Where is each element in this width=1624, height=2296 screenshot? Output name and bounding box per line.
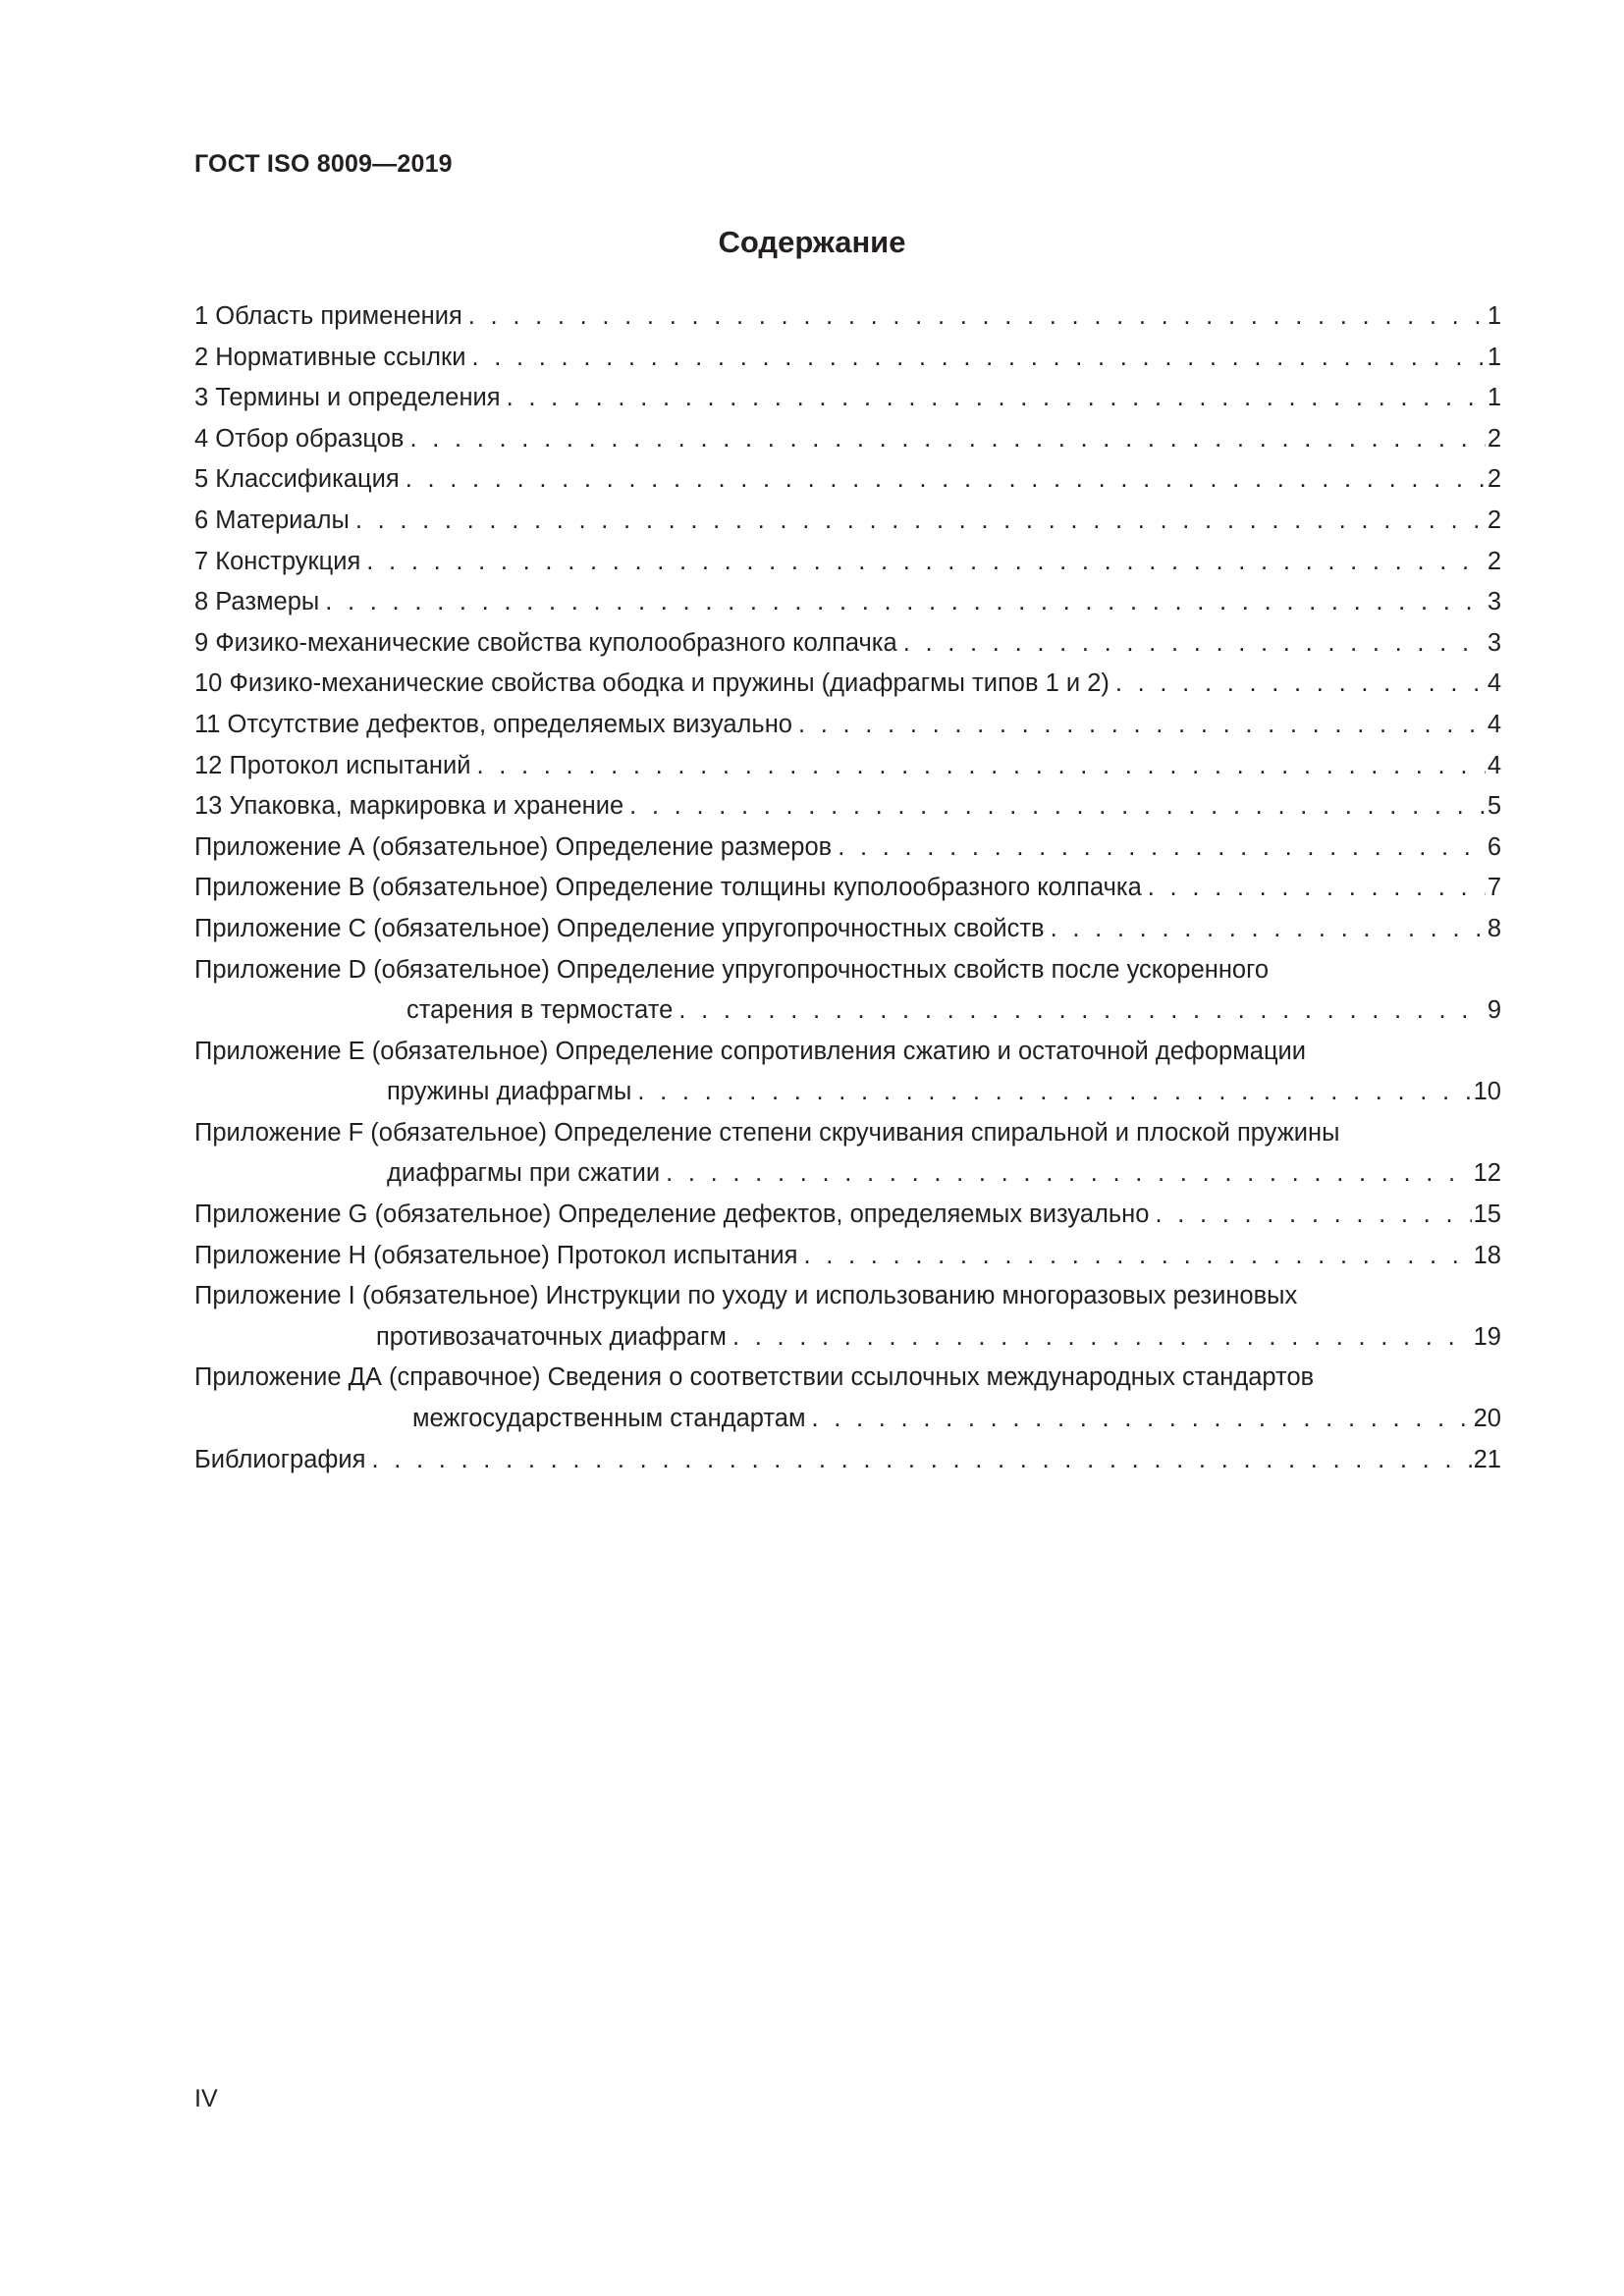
toc-entry-title: Приложение G (обязательное) Определение дефектов, определяемых визуально xyxy=(194,1201,1150,1229)
toc-entry-page: 5 xyxy=(1487,792,1501,821)
toc-entry-title: 7 Конструкция xyxy=(194,547,361,575)
toc-entry[interactable] xyxy=(194,378,1501,419)
toc-entry-heading: Приложение I (обязательное) Инструкции по уходу и использованию многоразовых резиновых xyxy=(194,1282,1298,1310)
toc-entry-page: 2 xyxy=(1487,506,1501,534)
toc-entry[interactable] xyxy=(194,909,1501,950)
toc-entry[interactable] xyxy=(194,1113,1501,1195)
toc-entry-title: противозачаточных диафрагм xyxy=(376,1322,727,1351)
toc-entry-title: Приложение H (обязательное) Протокол испытания xyxy=(194,1241,798,1269)
dot-leader xyxy=(803,1236,1471,1277)
toc-entry-page: 18 xyxy=(1473,1241,1501,1269)
dot-leader xyxy=(406,459,1486,501)
toc-entry[interactable] xyxy=(194,950,1501,1032)
toc-entry-page: 21 xyxy=(1473,1445,1501,1473)
toc-entry[interactable] xyxy=(194,786,1501,828)
toc-entry-heading: Приложение ДА (справочное) Сведения о соответствии ссылочных международных стандартов xyxy=(194,1363,1315,1392)
toc-entry-heading: Приложение Е (обязательное) Определение сопротивления сжатию и остаточной деформации xyxy=(194,1037,1307,1065)
table-of-contents xyxy=(194,296,1501,1480)
dot-leader xyxy=(507,378,1486,419)
toc-entry[interactable] xyxy=(194,542,1501,583)
toc-entry-title: 1 Область применения xyxy=(194,302,462,330)
toc-entry-page: 2 xyxy=(1487,424,1501,453)
toc-entry-title: межгосударственным стандартам xyxy=(412,1405,806,1433)
toc-entry-title: 13 Упаковка, маркировка и хранение xyxy=(194,792,624,821)
toc-entry[interactable] xyxy=(194,1358,1501,1439)
toc-entry-page: 15 xyxy=(1473,1201,1501,1229)
toc-entry-title: 9 Физико-механические свойства куполообразного колпачка xyxy=(194,628,897,657)
toc-entry[interactable] xyxy=(194,1440,1501,1481)
toc-entry-page: 2 xyxy=(1487,465,1501,494)
toc-entry-title: Приложение В (обязательное) Определение толщины куполообразного колпачка xyxy=(194,874,1142,902)
dot-leader xyxy=(468,296,1486,338)
dot-leader xyxy=(366,542,1486,583)
toc-entry-page: 4 xyxy=(1487,710,1501,738)
dot-leader xyxy=(903,623,1486,665)
toc-entry[interactable] xyxy=(194,705,1501,746)
toc-entry[interactable] xyxy=(194,419,1501,460)
toc-entry-page: 20 xyxy=(1473,1405,1501,1433)
toc-entry[interactable] xyxy=(194,1276,1501,1358)
toc-entry-page: 1 xyxy=(1487,343,1501,371)
dot-leader xyxy=(637,1072,1471,1113)
dot-leader xyxy=(1155,1195,1471,1236)
toc-entry-title: пружины диафрагмы xyxy=(387,1078,632,1106)
page-number: IV xyxy=(194,2085,218,2112)
dot-leader xyxy=(1051,909,1486,950)
toc-entry[interactable] xyxy=(194,501,1501,542)
dot-leader xyxy=(371,1440,1471,1481)
toc-entry-title: старения в термостате xyxy=(406,996,674,1025)
toc-entry-page: 4 xyxy=(1487,751,1501,779)
toc-entry-page: 1 xyxy=(1487,302,1501,330)
toc-entry[interactable] xyxy=(194,828,1501,869)
toc-entry-page: 7 xyxy=(1487,874,1501,902)
toc-entry[interactable] xyxy=(194,664,1501,705)
document-id: ГОСТ ISO 8009—2019 xyxy=(194,150,453,178)
toc-entry[interactable] xyxy=(194,623,1501,665)
toc-entry-page: 4 xyxy=(1487,669,1501,698)
dot-leader xyxy=(666,1153,1472,1195)
toc-entry[interactable] xyxy=(194,582,1501,623)
dot-leader xyxy=(1115,664,1486,705)
page-title: Содержание xyxy=(718,225,906,259)
toc-entry[interactable] xyxy=(194,1236,1501,1277)
toc-entry-title: 4 Отбор образцов xyxy=(194,424,405,453)
toc-entry-page: 9 xyxy=(1487,996,1501,1025)
toc-entry-title: 3 Термины и определения xyxy=(194,384,501,412)
toc-entry-page: 6 xyxy=(1487,832,1501,861)
toc-entry-title: Приложение С (обязательное) Определение упругопрочностных свойств xyxy=(194,914,1045,942)
toc-entry-page: 10 xyxy=(1473,1078,1501,1106)
dot-leader xyxy=(325,582,1486,623)
toc-entry[interactable] xyxy=(194,868,1501,909)
dot-leader xyxy=(409,419,1485,460)
toc-entry-title: 12 Протокол испытаний xyxy=(194,751,471,779)
dot-leader xyxy=(678,990,1485,1032)
toc-entry-page: 2 xyxy=(1487,547,1501,575)
toc-entry-title: 8 Размеры xyxy=(194,588,320,616)
toc-entry-title: 10 Физико-механические свойства ободка и пружины (диафрагмы типов 1 и 2) xyxy=(194,669,1110,698)
toc-entry-page: 19 xyxy=(1473,1322,1501,1351)
toc-entry[interactable] xyxy=(194,746,1501,787)
toc-entry-title: 2 Нормативные ссылки xyxy=(194,343,466,371)
toc-entry[interactable] xyxy=(194,338,1501,379)
dot-leader xyxy=(355,501,1486,542)
toc-entry-title: диафрагмы при сжатии xyxy=(387,1159,661,1188)
toc-entry[interactable] xyxy=(194,296,1501,338)
dot-leader xyxy=(732,1317,1472,1359)
toc-entry-title: Библиография xyxy=(194,1445,366,1473)
dot-leader xyxy=(1148,868,1486,909)
dot-leader xyxy=(476,746,1485,787)
toc-entry-page: 3 xyxy=(1487,588,1501,616)
toc-entry-page: 8 xyxy=(1487,914,1501,942)
dot-leader xyxy=(811,1399,1471,1440)
toc-entry-title: 6 Материалы xyxy=(194,506,350,534)
toc-entry-title: Приложение А (обязательное) Определение размеров xyxy=(194,832,833,861)
toc-entry-heading: Приложение F (обязательное) Определение степени скручивания спиральной и плоской пружины xyxy=(194,1118,1340,1147)
dot-leader xyxy=(838,828,1486,869)
toc-entry-page: 12 xyxy=(1473,1159,1501,1188)
toc-entry[interactable] xyxy=(194,459,1501,501)
toc-entry-page: 1 xyxy=(1487,384,1501,412)
toc-entry-heading: Приложение D (обязательное) Определение упругопрочностных свойств после ускоренного xyxy=(194,955,1270,984)
toc-entry[interactable] xyxy=(194,1032,1501,1113)
toc-entry[interactable] xyxy=(194,1195,1501,1236)
toc-entry-page: 3 xyxy=(1487,628,1501,657)
dot-leader xyxy=(798,705,1486,746)
dot-leader xyxy=(471,338,1485,379)
toc-entry-title: 5 Классификация xyxy=(194,465,400,494)
toc-entry-title: 11 Отсутствие дефектов, определяемых визуально xyxy=(194,710,792,738)
dot-leader xyxy=(629,786,1486,828)
